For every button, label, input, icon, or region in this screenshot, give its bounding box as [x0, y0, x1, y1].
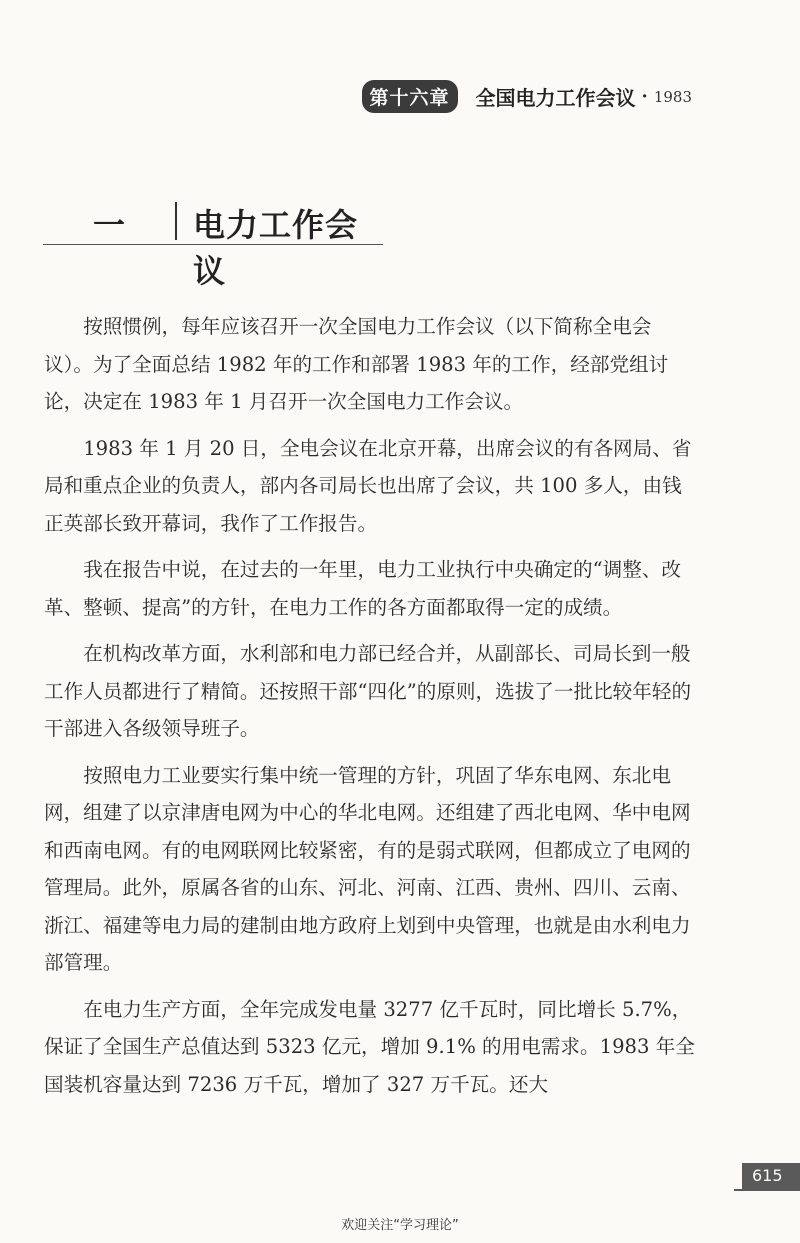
chapter-year: 1983 — [653, 87, 692, 106]
section-title: 电力工作会议 — [193, 206, 359, 290]
running-header — [362, 80, 692, 113]
page-number: 615 — [742, 1163, 800, 1189]
footer-note: 欢迎关注“学习理论” — [341, 1218, 459, 1233]
paragraph: 按照惯例，每年应该召开一次全国电力工作会议（以下简称全电会议）。为了全面总结 1982 年的工作和部署 1983 年的工作，经部党组讨论，决定在 1983 年 1 月召开一次全国电力工作会议。 — [44, 315, 669, 413]
section-number: 一 — [93, 206, 126, 244]
chapter-title: 全国电力工作会议 — [475, 86, 636, 110]
paragraph: 1983 年 1 月 20 日，全电会议在北京开幕，出席会议的有各网局、省局和重点企业的负责人，部内各司局长也出席了会议，共 100 多人，由钱正英部长致开幕词，我作了工作报告。 — [44, 436, 692, 535]
paragraph: 我在报告中说，在过去的一年里，电力工业执行中央确定的“调整、改革、整顿、提高”的方针，在电力工作的各方面都取得一定的成绩。 — [44, 558, 682, 619]
chapter-label: 第十六章 — [362, 80, 458, 113]
section-divider — [175, 202, 177, 240]
paragraph: 按照电力工业要实行集中统一管理的方针，巩固了华东电网、东北电网，组建了以京津唐电网为中心的华北电网。还组建了西北电网、华中电网和西南电网。有的电网联网比较紧密，有的是弱式联网，但都成立了电网的管理局。此外，原属各省的山东、河北、河南、江西、贵州、四川、云南、浙江、福建等电力局的建制由地方政府上划到中央管理，也就是由水利电力部管理。 — [44, 763, 691, 974]
body-text — [44, 308, 698, 1112]
paragraph: 在机构改革方面，水利部和电力部已经合并，从副部长、司局长到一般工作人员都进行了精简。还按照干部“四化”的原则，选拔了一批比较年轻的干部进入各级领导班子。 — [44, 642, 692, 740]
header-separator: · — [641, 86, 648, 107]
section-heading — [43, 198, 383, 290]
paragraph: 在电力生产方面，全年完成发电量 3277 亿千瓦时，同比增长 5.7%，保证了全国生产总值达到 5323 亿元，增加 9.1% 的用电需求。1983 年全国装机容量达到 7236 万千瓦，增加了 327 万千瓦。还大 — [44, 997, 695, 1096]
page-number-rule — [734, 1189, 800, 1191]
